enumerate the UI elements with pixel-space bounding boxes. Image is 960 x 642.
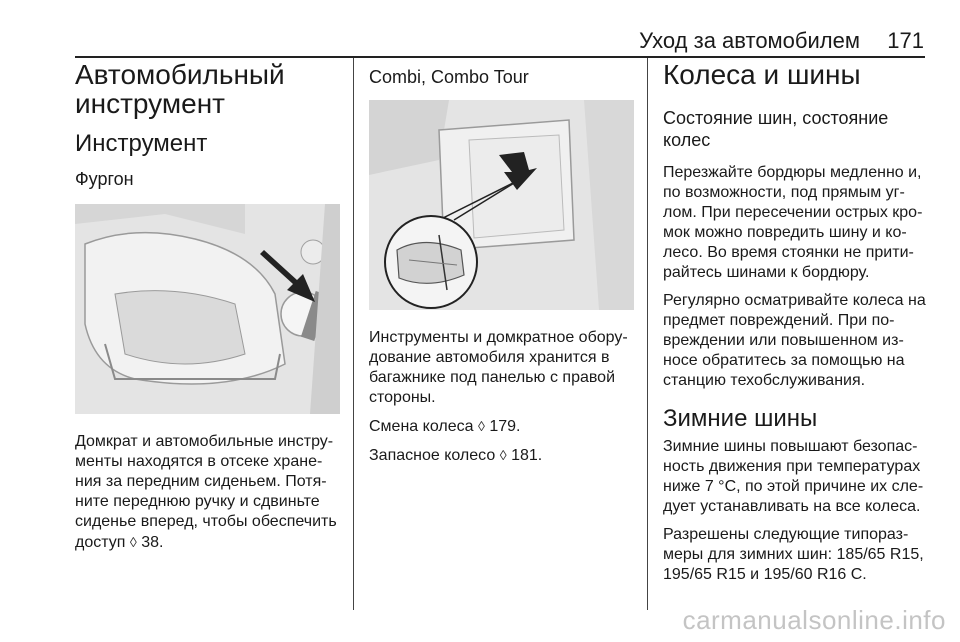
tyre-condition-p2: Регулярно осматривайте колеса на предмет повреждений. При повреждении или повышенном износе обратитесь за помощью на станцию техобслуживания. <box>663 292 926 389</box>
column-2 <box>369 60 634 466</box>
subheading-winter-tyres: Зимние шины <box>663 405 818 432</box>
winter-tyres-p1: Зимние шины повышают безопасность движения при температурах ниже 7 °C, по этой причине их следует устанавливать на все колеса. <box>663 438 924 515</box>
watermark: carmanualsonline.info <box>682 605 946 635</box>
van-seat-jack-illustration-icon <box>75 204 340 414</box>
column-divider-1 <box>353 58 354 610</box>
column-1 <box>75 60 340 553</box>
subsubheading-van: Фургон <box>75 169 134 189</box>
ref-wheel-change <box>369 416 634 437</box>
subheading-tyre-condition: Состояние шин, состояние колес <box>663 108 889 150</box>
ref-arrow-icon: ◊ <box>129 534 137 550</box>
subsubheading-combi: Combi, Combo Tour <box>369 67 529 87</box>
ref-wheel-change-text: Смена колеса <box>369 418 474 435</box>
subheading-tools: Инструмент <box>75 130 208 157</box>
header-rule <box>75 56 925 58</box>
ref-spare-wheel <box>369 445 634 466</box>
tools-van-text <box>75 432 340 553</box>
ref-spare-wheel-text: Запасное колесо <box>369 447 496 464</box>
ref-page-179[interactable]: 179. <box>489 418 521 435</box>
ref-arrow-icon: ◊ <box>499 447 507 463</box>
page-number: 171 <box>887 28 924 53</box>
ref-arrow-icon: ◊ <box>477 418 485 434</box>
trunk-panel-tools-illustration-icon <box>369 100 634 310</box>
winter-tyres-p2: Разрешены следующие типоразмеры для зимних шин: 185/65 R15, 195/65 R15 и 195/60 R16 C. <box>663 526 924 583</box>
column-3 <box>663 60 928 585</box>
ref-page-181[interactable]: 181. <box>511 447 543 464</box>
running-header-title: Уход за автомобилем <box>639 28 860 53</box>
section-heading-tools: Автомобильный инструмент <box>75 59 285 119</box>
tools-van-body: Домкрат и автомобильные инструменты находятся в отсеке хранения за передним сиденьем. Потяните переднюю ручку и сдвиньте сиденье вперед, чтобы обеспечить доступ <box>75 433 337 551</box>
tyre-condition-p1: Перезжайте бордюры медленно и, по возможности, под прямым углом. При пересечении острых кромок можно повредить шину и колесо. Во время стоянки не притирайтесь шинами к бордюру. <box>663 164 923 281</box>
ref-page-38[interactable]: 38. <box>141 534 164 551</box>
tools-combi-body: Инструменты и домкратное оборудование автомобиля хранится в багажнике под панелью с правой стороны. <box>369 329 628 406</box>
section-heading-wheels-tyres: Колеса и шины <box>663 59 861 90</box>
column-divider-2 <box>647 58 648 610</box>
